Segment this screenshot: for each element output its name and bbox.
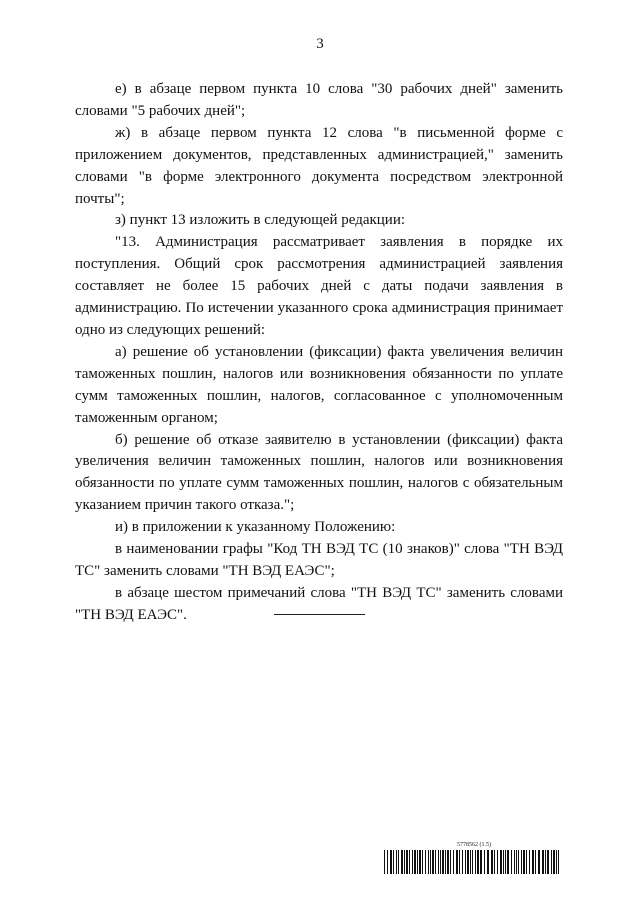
paragraph-zh: ж) в абзаце первом пункта 12 слова "в письменной форме с приложением документов, представленных администрацией," заменить словами "в форме электронного документа посредством электронной почты"; (75, 124, 563, 207)
paragraph-e: е) в абзаце первом пункта 10 слова "30 рабочих дней" заменить словами "5 рабочих дней"; (75, 81, 563, 119)
document-code: 5778562 (1.5) (457, 842, 491, 848)
paragraph-b: б) решение об отказе заявителю в установлении (фиксации) факта увеличения величин таможенных пошлин, налогов или возникновения обязанности по уплате сумм таможенных пошлин, налогов с обязательным указанием причин такого отказа."; (75, 431, 563, 514)
end-separator-line (274, 614, 365, 615)
barcode-icon (384, 850, 562, 874)
page-number: 3 (316, 36, 324, 52)
paragraph-z: з) пункт 13 изложить в следующей редакции: (115, 212, 406, 229)
document-body (75, 79, 563, 627)
paragraph-a: а) решение об установлении (фиксации) факта увеличения величин таможенных пошлин, налогов или возникновения обязанности по уплате сумм таможенных пошлин, налогов, согласованное с уполномоченным таможенным органом; (75, 343, 563, 426)
paragraph-column-name: в наименовании графы "Код ТН ВЭД ТС (10 знаков)" слова "ТН ВЭД ТС" заменить словами "ТН ВЭД ЕАЭС"; (75, 541, 563, 579)
paragraph-i: и) в приложении к указанному Положению: (115, 519, 396, 536)
paragraph-point-13: "13. Администрация рассматривает заявления в порядке их поступления. Общий срок рассмотрения администрацией заявления составляет не более 15 рабочих дней с даты подачи заявления в администрацию. По истечении указанного срока администрация принимает одно из следующих решений: (75, 234, 563, 338)
paragraph-notes: в абзаце шестом примечаний слова "ТН ВЭД ТС" заменить словами "ТН ВЭД ЕАЭС". (75, 584, 563, 623)
